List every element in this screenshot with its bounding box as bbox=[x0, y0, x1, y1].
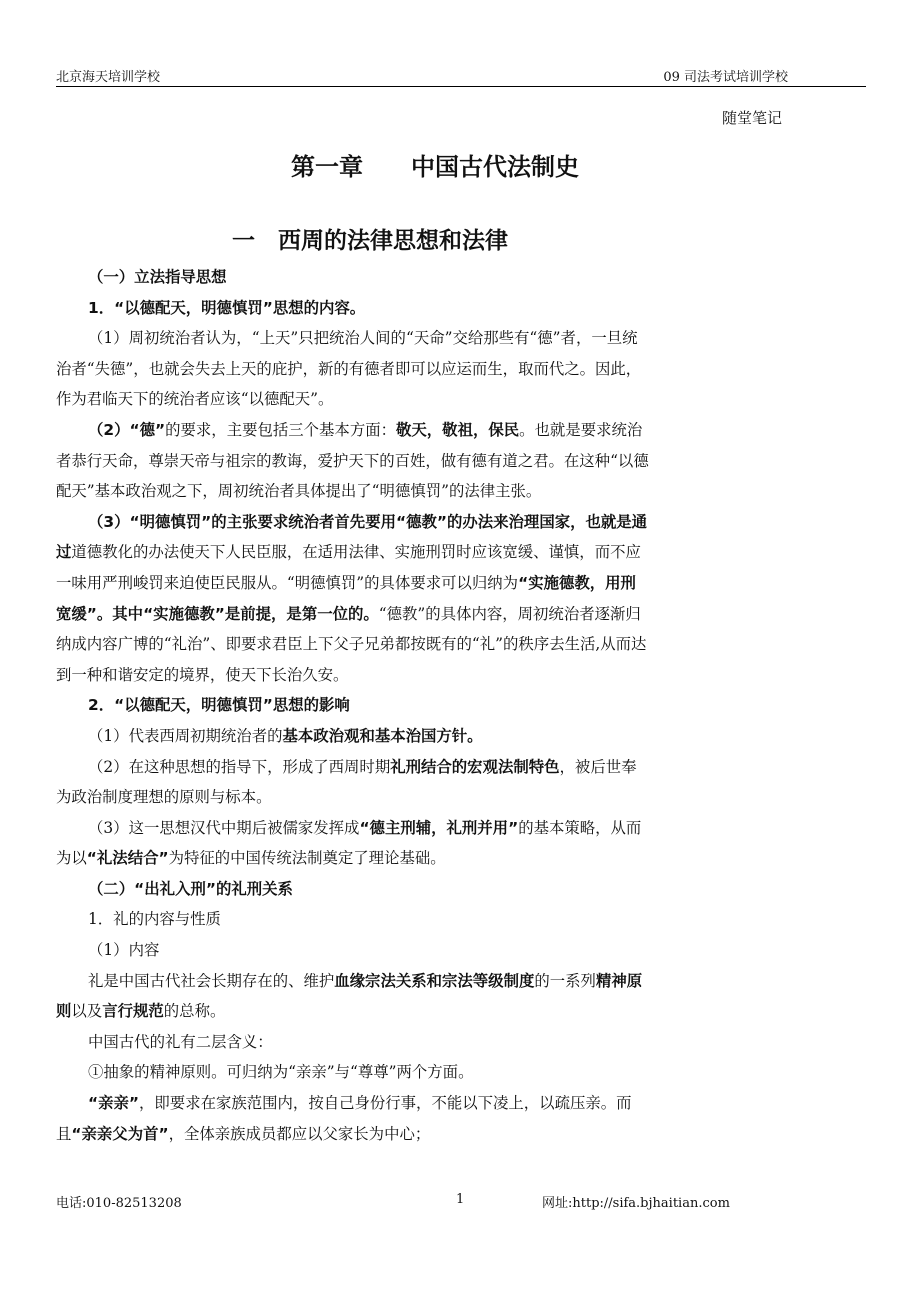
section-title: 一 西周的法律思想和法律 bbox=[232, 228, 508, 254]
paragraph: （2）“德”的要求，主要包括三个基本方面：敬天，敬祖，保民。也就是要求统治者恭行天命，尊崇天帝与祖宗的教诲，爱护天下的百姓，做有德有道之君。在这种“以德配天”基本政治观之下，周初统治者具体提出了“明德慎罚”的法律主张。 bbox=[56, 420, 649, 501]
paragraph: （1）代表西周初期统治者的基本政治观和基本治国方针。 bbox=[88, 726, 483, 745]
footer-website: 网址:http://sifa.bjhaitian.com bbox=[542, 1196, 730, 1211]
item-heading: 2．“以德配天，明德慎罚”思想的影响 bbox=[88, 696, 350, 715]
class-notes-label: 随堂笔记 bbox=[722, 109, 783, 127]
paragraph: （3）“明德慎罚”的主张要求统治者首先要用“德教”的办法来治理国家，也就是通过道德教化的办法使天下人民臣服，在适用法律、实施刑罚时应该宽缓、谨慎，而不应一味用严刑峻罚来迫使臣民服从。“明德慎罚”的具体要求可以归纳为“实施德教，用刑宽缓”。其中“实施德教”是前提，是第一位的。“德教”的具体内容，周初统治者逐渐归纳成内容广博的“礼治”、即要求君臣上下父子兄弟都按既有的“礼”的秩序去生活,从而达到一种和谐安定的境界，使天下长治久安。 bbox=[56, 512, 648, 684]
page-header bbox=[56, 66, 864, 88]
subsection-heading: （二）“出礼入刑”的礼刑关系 bbox=[88, 879, 293, 898]
paragraph bbox=[56, 262, 650, 293]
paragraph: （2）在这种思想的指导下，形成了西周时期礼刑结合的宏观法制特色，被后世奉为政治制度理想的原则与标本。 bbox=[56, 757, 637, 807]
paragraph bbox=[56, 293, 650, 324]
item-heading: 1．“以德配天，明德慎罚”思想的内容。 bbox=[88, 298, 366, 317]
chapter-title: 第一章 中国古代法制史 bbox=[291, 153, 579, 181]
paragraph: （1）周初统治者认为，“上天”只把统治人间的“天命”交给那些有“德”者，一旦统治者“失德”，也就会失去上天的庇护，新的有德者即可以应运而生，取而代之。因此，作为君临天下的统治者应该“以德配天”。 bbox=[56, 329, 642, 409]
paragraph bbox=[56, 874, 650, 905]
footer-phone: 电话:010-82513208 bbox=[56, 1196, 182, 1211]
paragraph: “亲亲”，即要求在家族范围内，按自己身份行事，不能以下凌上，以疏压亲。而且“亲亲父为首”，全体亲族成员都应以父家长为中心； bbox=[56, 1094, 632, 1143]
paragraph: ①抽象的精神原则。可归纳为“亲亲”与“尊尊”两个方面。 bbox=[88, 1063, 474, 1082]
subsection-heading: （一）立法指导思想 bbox=[88, 268, 227, 286]
header-school-name: 北京海天培训学校 bbox=[56, 70, 161, 85]
paragraph: 1．礼的内容与性质 bbox=[88, 910, 221, 929]
header-divider bbox=[56, 86, 866, 87]
paragraph: 中国古代的礼有二层含义： bbox=[88, 1032, 273, 1051]
paragraph: （3）这一思想汉代中期后被儒家发挥成“德主刑辅，礼刑并用”的基本策略，从而为以“礼法结合”为特征的中国传统法制奠定了理论基础。 bbox=[56, 818, 642, 868]
paragraph: （1）内容 bbox=[88, 941, 160, 960]
paragraph bbox=[56, 690, 650, 721]
page-number: 1 bbox=[456, 1192, 465, 1207]
paragraph: 礼是中国古代社会长期存在的、维护血缘宗法关系和宗法等级制度的一系列精神原则以及言行规范的总称。 bbox=[56, 971, 643, 1021]
body-text bbox=[56, 262, 650, 1149]
header-course-name: 09 司法考试培训学校 bbox=[663, 70, 788, 85]
